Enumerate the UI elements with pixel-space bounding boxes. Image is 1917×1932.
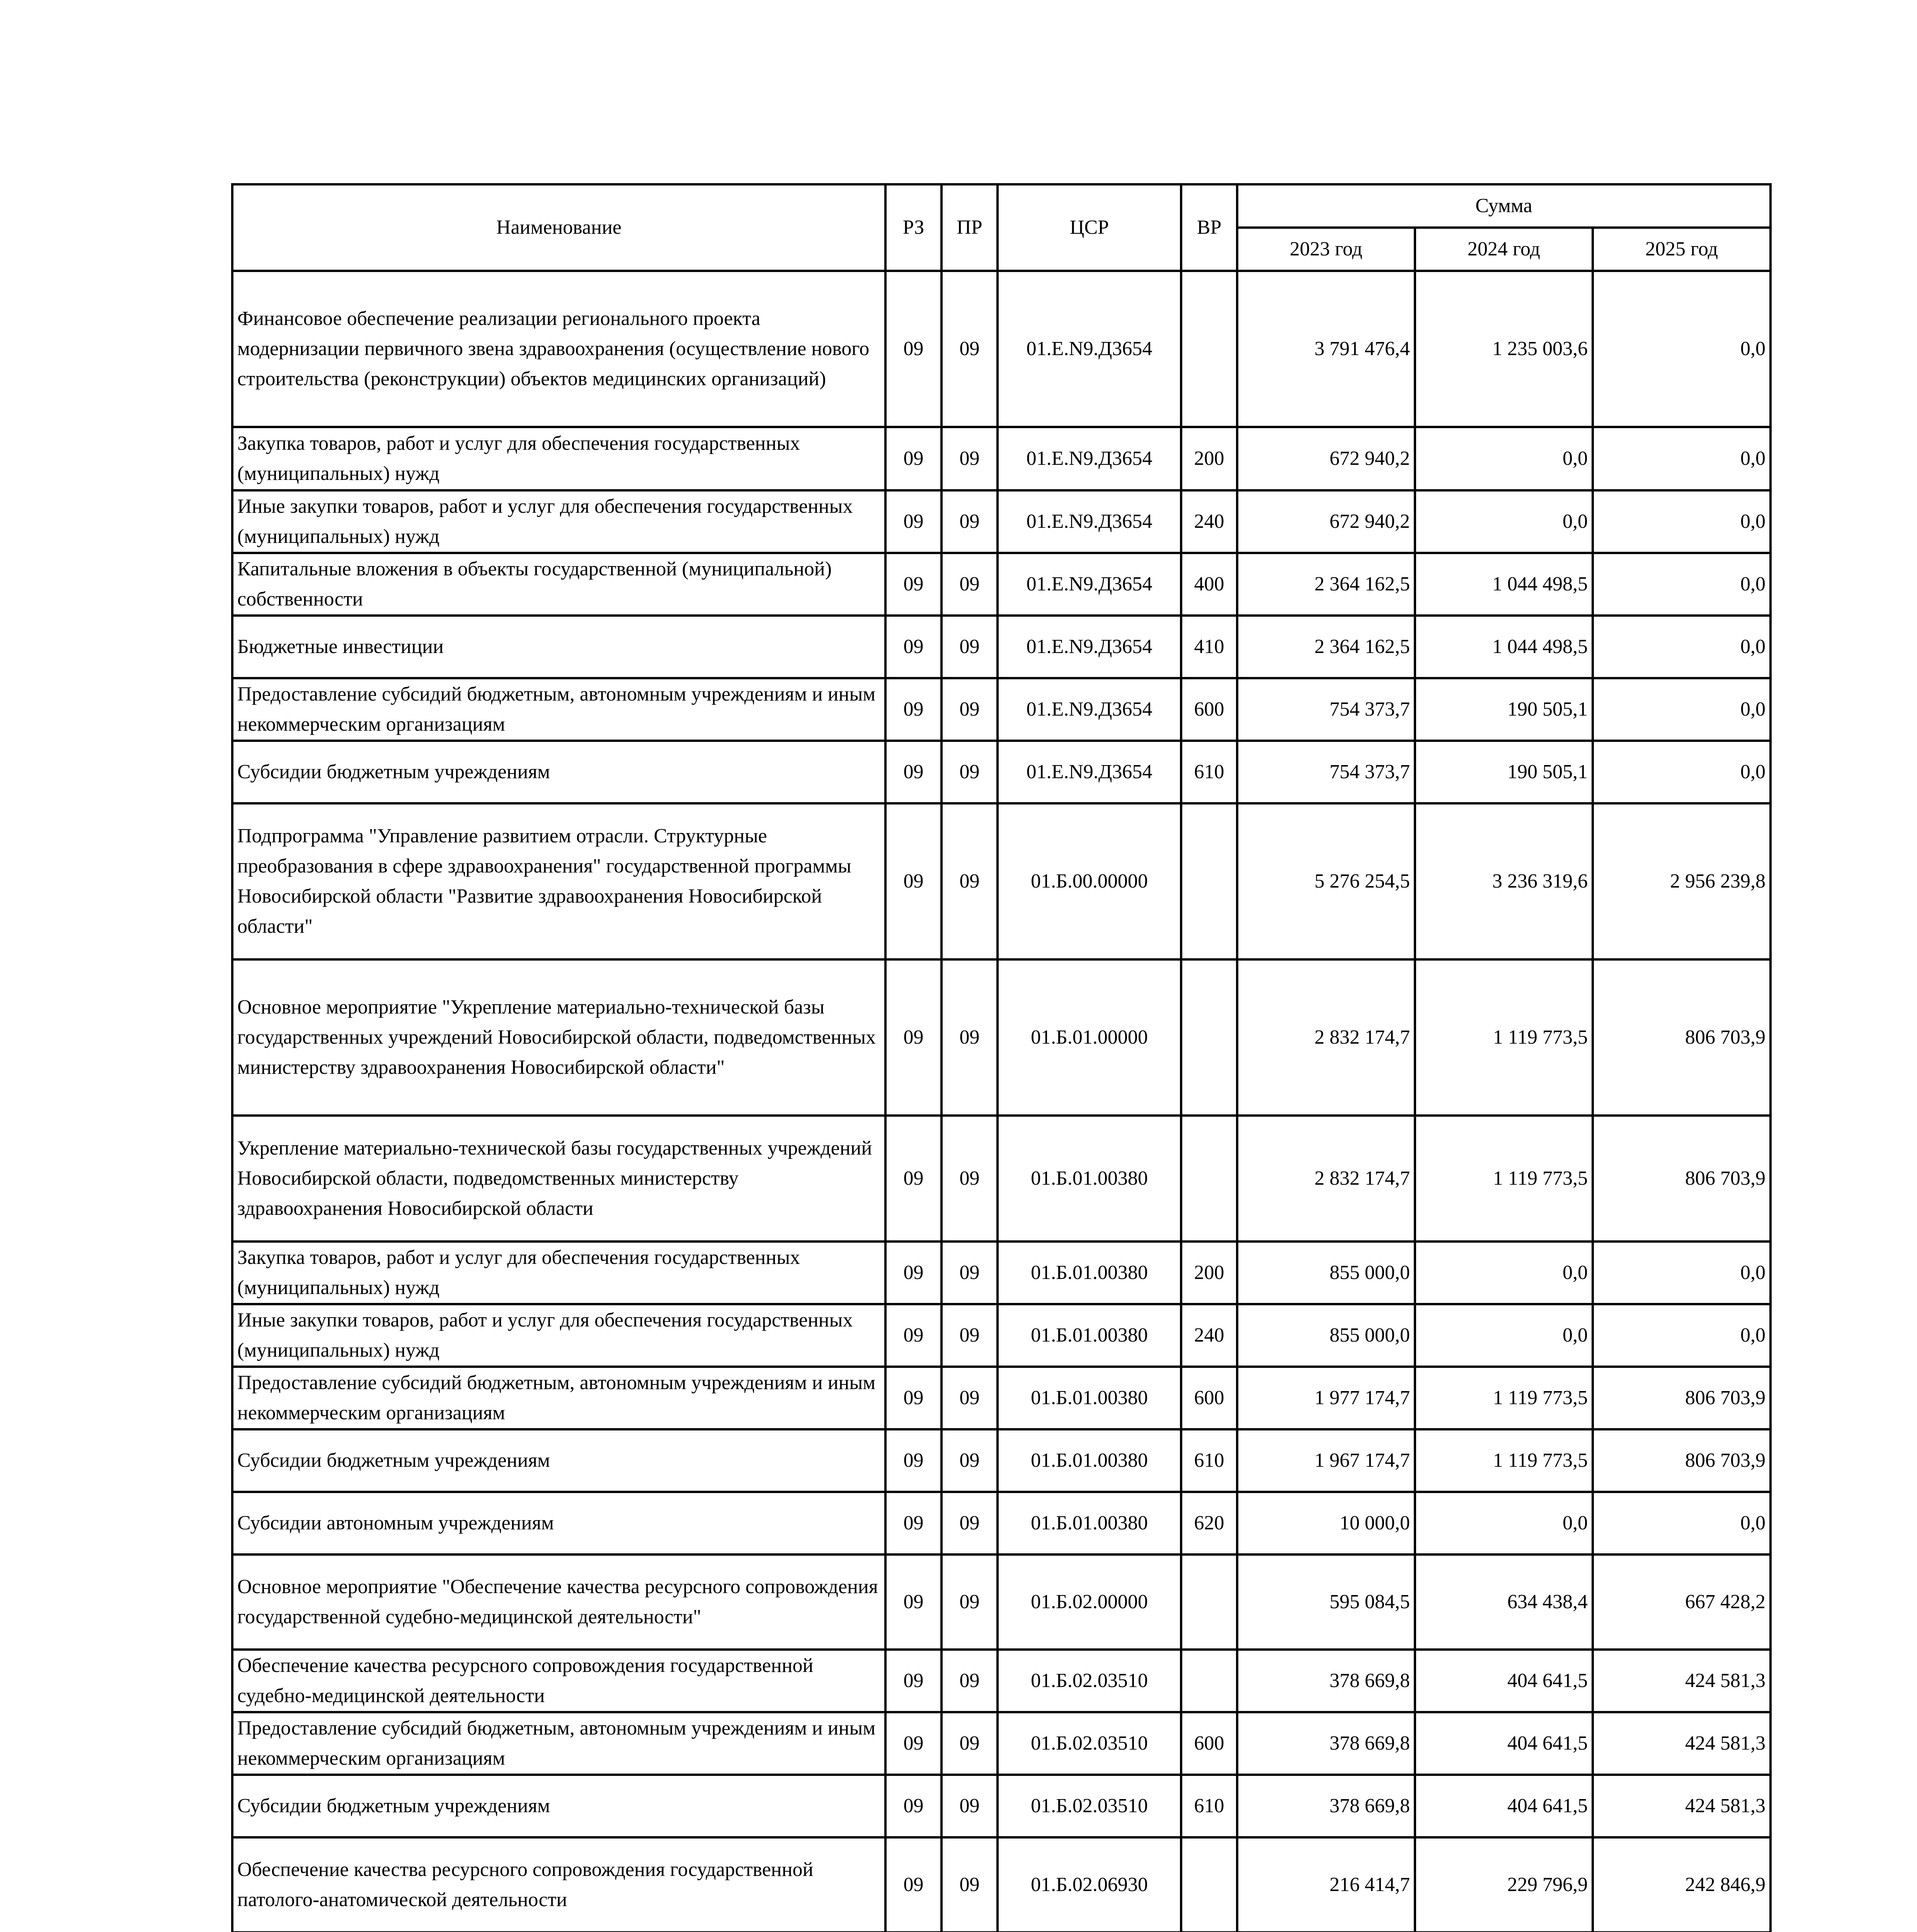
cell-name: Основное мероприятие "Укрепление материально-технической базы государственных учреждений Новосибирской области, подведомственных министерству здравоохранения Новосибирской области" xyxy=(232,959,885,1116)
cell-y2024: 404 641,5 xyxy=(1415,1775,1593,1837)
cell-y2024: 190 505,1 xyxy=(1415,678,1593,741)
cell-rz: 09 xyxy=(885,741,941,803)
cell-pr: 09 xyxy=(941,1116,998,1242)
cell-vr xyxy=(1181,1116,1237,1242)
cell-y2023: 216 414,7 xyxy=(1237,1837,1415,1932)
cell-name: Капитальные вложения в объекты государственной (муниципальной) собственности xyxy=(232,553,885,616)
cell-pr: 09 xyxy=(941,1492,998,1554)
cell-name: Закупка товаров, работ и услуг для обеспечения государственных (муниципальных) нужд xyxy=(232,1242,885,1304)
cell-vr xyxy=(1181,271,1237,427)
cell-vr: 620 xyxy=(1181,1492,1237,1554)
cell-name: Подпрограмма "Управление развитием отрасли. Структурные преобразования в сфере здравоохранения" государственной программы Новосибирской области "Развитие здравоохранения Новосибирской области" xyxy=(232,803,885,959)
cell-rz: 09 xyxy=(885,1367,941,1429)
cell-y2024: 3 236 319,6 xyxy=(1415,803,1593,959)
cell-name: Бюджетные инвестиции xyxy=(232,616,885,678)
cell-pr: 09 xyxy=(941,1554,998,1650)
cell-name: Обеспечение качества ресурсного сопровождения государственной патолого-анатомической деятельности xyxy=(232,1837,885,1932)
cell-y2025: 0,0 xyxy=(1593,1304,1771,1367)
cell-vr: 400 xyxy=(1181,553,1237,616)
cell-rz: 09 xyxy=(885,1116,941,1242)
cell-rz: 09 xyxy=(885,1775,941,1837)
cell-y2025: 806 703,9 xyxy=(1593,1116,1771,1242)
header-rz: РЗ xyxy=(885,184,941,271)
table-row xyxy=(232,741,1771,803)
cell-pr: 09 xyxy=(941,803,998,959)
table-row xyxy=(232,803,1771,959)
cell-name: Укрепление материально-технической базы государственных учреждений Новосибирской области, подведомственных министерству здравоохранения Новосибирской области xyxy=(232,1116,885,1242)
table-row xyxy=(232,1242,1771,1304)
cell-csr: 01.Е.N9.Д3654 xyxy=(998,616,1181,678)
cell-y2023: 2 364 162,5 xyxy=(1237,553,1415,616)
cell-y2023: 595 084,5 xyxy=(1237,1554,1415,1650)
cell-pr: 09 xyxy=(941,1242,998,1304)
cell-y2024: 0,0 xyxy=(1415,1242,1593,1304)
cell-rz: 09 xyxy=(885,803,941,959)
cell-y2023: 3 791 476,4 xyxy=(1237,271,1415,427)
cell-rz: 09 xyxy=(885,1554,941,1650)
table-row xyxy=(232,490,1771,553)
cell-csr: 01.Б.00.00000 xyxy=(998,803,1181,959)
cell-csr: 01.Б.01.00380 xyxy=(998,1304,1181,1367)
cell-name: Субсидии бюджетным учреждениям xyxy=(232,741,885,803)
table-row xyxy=(232,427,1771,490)
cell-vr: 600 xyxy=(1181,1367,1237,1429)
cell-rz: 09 xyxy=(885,616,941,678)
cell-name: Субсидии автономным учреждениям xyxy=(232,1492,885,1554)
cell-y2025: 242 846,9 xyxy=(1593,1837,1771,1932)
cell-rz: 09 xyxy=(885,959,941,1116)
header-row-top xyxy=(232,184,1771,228)
cell-vr xyxy=(1181,1837,1237,1932)
cell-name: Финансовое обеспечение реализации регионального проекта модернизации первичного звена здравоохранения (осуществление нового строительства (реконструкции) объектов медицинских организаций) xyxy=(232,271,885,427)
cell-y2023: 378 669,8 xyxy=(1237,1775,1415,1837)
cell-y2025: 0,0 xyxy=(1593,616,1771,678)
cell-y2024: 1 119 773,5 xyxy=(1415,1116,1593,1242)
cell-pr: 09 xyxy=(941,553,998,616)
cell-y2023: 754 373,7 xyxy=(1237,741,1415,803)
header-year-2023: 2023 год xyxy=(1237,228,1415,271)
cell-csr: 01.Е.N9.Д3654 xyxy=(998,553,1181,616)
cell-rz: 09 xyxy=(885,678,941,741)
header-year-2025: 2025 год xyxy=(1593,228,1771,271)
budget-table xyxy=(231,183,1772,1932)
cell-vr: 410 xyxy=(1181,616,1237,678)
cell-name: Предоставление субсидий бюджетным, автономным учреждениям и иным некоммерческим организациям xyxy=(232,1712,885,1775)
cell-rz: 09 xyxy=(885,1492,941,1554)
cell-y2024: 0,0 xyxy=(1415,1304,1593,1367)
header-year-2024: 2024 год xyxy=(1415,228,1593,271)
cell-y2023: 2 832 174,7 xyxy=(1237,959,1415,1116)
cell-csr: 01.Б.02.00000 xyxy=(998,1554,1181,1650)
header-vr: ВР xyxy=(1181,184,1237,271)
cell-y2025: 0,0 xyxy=(1593,490,1771,553)
cell-rz: 09 xyxy=(885,1429,941,1492)
cell-rz: 09 xyxy=(885,1304,941,1367)
header-sum: Сумма xyxy=(1237,184,1771,228)
cell-pr: 09 xyxy=(941,959,998,1116)
cell-y2023: 1 967 174,7 xyxy=(1237,1429,1415,1492)
cell-vr: 610 xyxy=(1181,1775,1237,1837)
cell-y2025: 0,0 xyxy=(1593,1242,1771,1304)
table-row xyxy=(232,1429,1771,1492)
cell-pr: 09 xyxy=(941,1304,998,1367)
cell-y2023: 672 940,2 xyxy=(1237,490,1415,553)
cell-y2025: 0,0 xyxy=(1593,427,1771,490)
table-row xyxy=(232,959,1771,1116)
cell-csr: 01.Е.N9.Д3654 xyxy=(998,741,1181,803)
cell-vr: 200 xyxy=(1181,1242,1237,1304)
cell-y2023: 378 669,8 xyxy=(1237,1650,1415,1712)
cell-vr: 200 xyxy=(1181,427,1237,490)
cell-name: Закупка товаров, работ и услуг для обеспечения государственных (муниципальных) нужд xyxy=(232,427,885,490)
cell-rz: 09 xyxy=(885,553,941,616)
cell-y2023: 754 373,7 xyxy=(1237,678,1415,741)
table-row xyxy=(232,1650,1771,1712)
cell-name: Предоставление субсидий бюджетным, автономным учреждениям и иным некоммерческим организациям xyxy=(232,678,885,741)
table-row xyxy=(232,271,1771,427)
cell-y2025: 0,0 xyxy=(1593,271,1771,427)
cell-rz: 09 xyxy=(885,271,941,427)
cell-csr: 01.Б.02.03510 xyxy=(998,1650,1181,1712)
cell-y2023: 5 276 254,5 xyxy=(1237,803,1415,959)
cell-y2025: 0,0 xyxy=(1593,678,1771,741)
cell-y2023: 1 977 174,7 xyxy=(1237,1367,1415,1429)
cell-y2023: 2 832 174,7 xyxy=(1237,1116,1415,1242)
cell-y2025: 424 581,3 xyxy=(1593,1775,1771,1837)
cell-y2024: 1 119 773,5 xyxy=(1415,959,1593,1116)
cell-pr: 09 xyxy=(941,427,998,490)
cell-y2025: 667 428,2 xyxy=(1593,1554,1771,1650)
cell-csr: 01.Б.01.00380 xyxy=(998,1492,1181,1554)
cell-rz: 09 xyxy=(885,490,941,553)
cell-y2025: 806 703,9 xyxy=(1593,1367,1771,1429)
cell-csr: 01.Б.02.03510 xyxy=(998,1712,1181,1775)
cell-pr: 09 xyxy=(941,1775,998,1837)
cell-vr xyxy=(1181,959,1237,1116)
table-body xyxy=(232,271,1771,1932)
cell-rz: 09 xyxy=(885,1242,941,1304)
cell-csr: 01.Б.01.00380 xyxy=(998,1242,1181,1304)
cell-pr: 09 xyxy=(941,1712,998,1775)
cell-y2024: 0,0 xyxy=(1415,1492,1593,1554)
cell-y2024: 634 438,4 xyxy=(1415,1554,1593,1650)
cell-name: Иные закупки товаров, работ и услуг для обеспечения государственных (муниципальных) нужд xyxy=(232,490,885,553)
table-row xyxy=(232,1367,1771,1429)
cell-name: Предоставление субсидий бюджетным, автономным учреждениям и иным некоммерческим организациям xyxy=(232,1367,885,1429)
cell-y2025: 806 703,9 xyxy=(1593,1429,1771,1492)
cell-csr: 01.Б.02.03510 xyxy=(998,1775,1181,1837)
cell-rz: 09 xyxy=(885,427,941,490)
table-row xyxy=(232,1304,1771,1367)
cell-name: Иные закупки товаров, работ и услуг для обеспечения государственных (муниципальных) нужд xyxy=(232,1304,885,1367)
cell-y2024: 190 505,1 xyxy=(1415,741,1593,803)
cell-csr: 01.Е.N9.Д3654 xyxy=(998,678,1181,741)
cell-y2023: 378 669,8 xyxy=(1237,1712,1415,1775)
cell-csr: 01.Е.N9.Д3654 xyxy=(998,490,1181,553)
cell-name: Субсидии бюджетным учреждениям xyxy=(232,1429,885,1492)
header-pr: ПР xyxy=(941,184,998,271)
cell-vr: 610 xyxy=(1181,741,1237,803)
cell-vr xyxy=(1181,1554,1237,1650)
cell-vr xyxy=(1181,1650,1237,1712)
cell-rz: 09 xyxy=(885,1837,941,1932)
header-csr: ЦСР xyxy=(998,184,1181,271)
cell-vr: 610 xyxy=(1181,1429,1237,1492)
cell-csr: 01.Е.N9.Д3654 xyxy=(998,271,1181,427)
cell-rz: 09 xyxy=(885,1712,941,1775)
table-row xyxy=(232,616,1771,678)
cell-y2024: 0,0 xyxy=(1415,427,1593,490)
table-row xyxy=(232,553,1771,616)
cell-name: Субсидии бюджетным учреждениям xyxy=(232,1775,885,1837)
cell-y2024: 1 235 003,6 xyxy=(1415,271,1593,427)
cell-pr: 09 xyxy=(941,1837,998,1932)
table-row xyxy=(232,1554,1771,1650)
cell-y2024: 0,0 xyxy=(1415,490,1593,553)
cell-name: Обеспечение качества ресурсного сопровождения государственной судебно-медицинской деятельности xyxy=(232,1650,885,1712)
cell-y2025: 0,0 xyxy=(1593,741,1771,803)
cell-vr: 240 xyxy=(1181,490,1237,553)
cell-y2024: 404 641,5 xyxy=(1415,1650,1593,1712)
cell-y2023: 2 364 162,5 xyxy=(1237,616,1415,678)
cell-vr: 600 xyxy=(1181,678,1237,741)
cell-y2025: 424 581,3 xyxy=(1593,1650,1771,1712)
cell-y2024: 1 119 773,5 xyxy=(1415,1367,1593,1429)
cell-y2025: 424 581,3 xyxy=(1593,1712,1771,1775)
cell-y2024: 404 641,5 xyxy=(1415,1712,1593,1775)
cell-y2025: 0,0 xyxy=(1593,1492,1771,1554)
header-name: Наименование xyxy=(232,184,885,271)
cell-y2025: 0,0 xyxy=(1593,553,1771,616)
cell-rz: 09 xyxy=(885,1650,941,1712)
cell-vr: 600 xyxy=(1181,1712,1237,1775)
cell-pr: 09 xyxy=(941,678,998,741)
cell-y2024: 1 119 773,5 xyxy=(1415,1429,1593,1492)
cell-y2024: 1 044 498,5 xyxy=(1415,616,1593,678)
cell-y2025: 2 956 239,8 xyxy=(1593,803,1771,959)
table-row xyxy=(232,1116,1771,1242)
cell-y2024: 1 044 498,5 xyxy=(1415,553,1593,616)
cell-pr: 09 xyxy=(941,616,998,678)
cell-csr: 01.Б.02.06930 xyxy=(998,1837,1181,1932)
table-row xyxy=(232,678,1771,741)
cell-y2025: 806 703,9 xyxy=(1593,959,1771,1116)
table-row xyxy=(232,1492,1771,1554)
cell-y2023: 855 000,0 xyxy=(1237,1304,1415,1367)
cell-vr: 240 xyxy=(1181,1304,1237,1367)
cell-pr: 09 xyxy=(941,271,998,427)
cell-pr: 09 xyxy=(941,1650,998,1712)
cell-name: Основное мероприятие "Обеспечение качества ресурсного сопровождения государственной судебно-медицинской деятельности" xyxy=(232,1554,885,1650)
cell-y2023: 855 000,0 xyxy=(1237,1242,1415,1304)
cell-csr: 01.Е.N9.Д3654 xyxy=(998,427,1181,490)
cell-pr: 09 xyxy=(941,1367,998,1429)
cell-csr: 01.Б.01.00000 xyxy=(998,959,1181,1116)
cell-pr: 09 xyxy=(941,490,998,553)
cell-pr: 09 xyxy=(941,1429,998,1492)
cell-csr: 01.Б.01.00380 xyxy=(998,1116,1181,1242)
cell-y2023: 10 000,0 xyxy=(1237,1492,1415,1554)
table-row xyxy=(232,1775,1771,1837)
cell-y2024: 229 796,9 xyxy=(1415,1837,1593,1932)
cell-pr: 09 xyxy=(941,741,998,803)
table-row xyxy=(232,1837,1771,1932)
cell-csr: 01.Б.01.00380 xyxy=(998,1429,1181,1492)
cell-y2023: 672 940,2 xyxy=(1237,427,1415,490)
cell-vr xyxy=(1181,803,1237,959)
cell-csr: 01.Б.01.00380 xyxy=(998,1367,1181,1429)
table-row xyxy=(232,1712,1771,1775)
